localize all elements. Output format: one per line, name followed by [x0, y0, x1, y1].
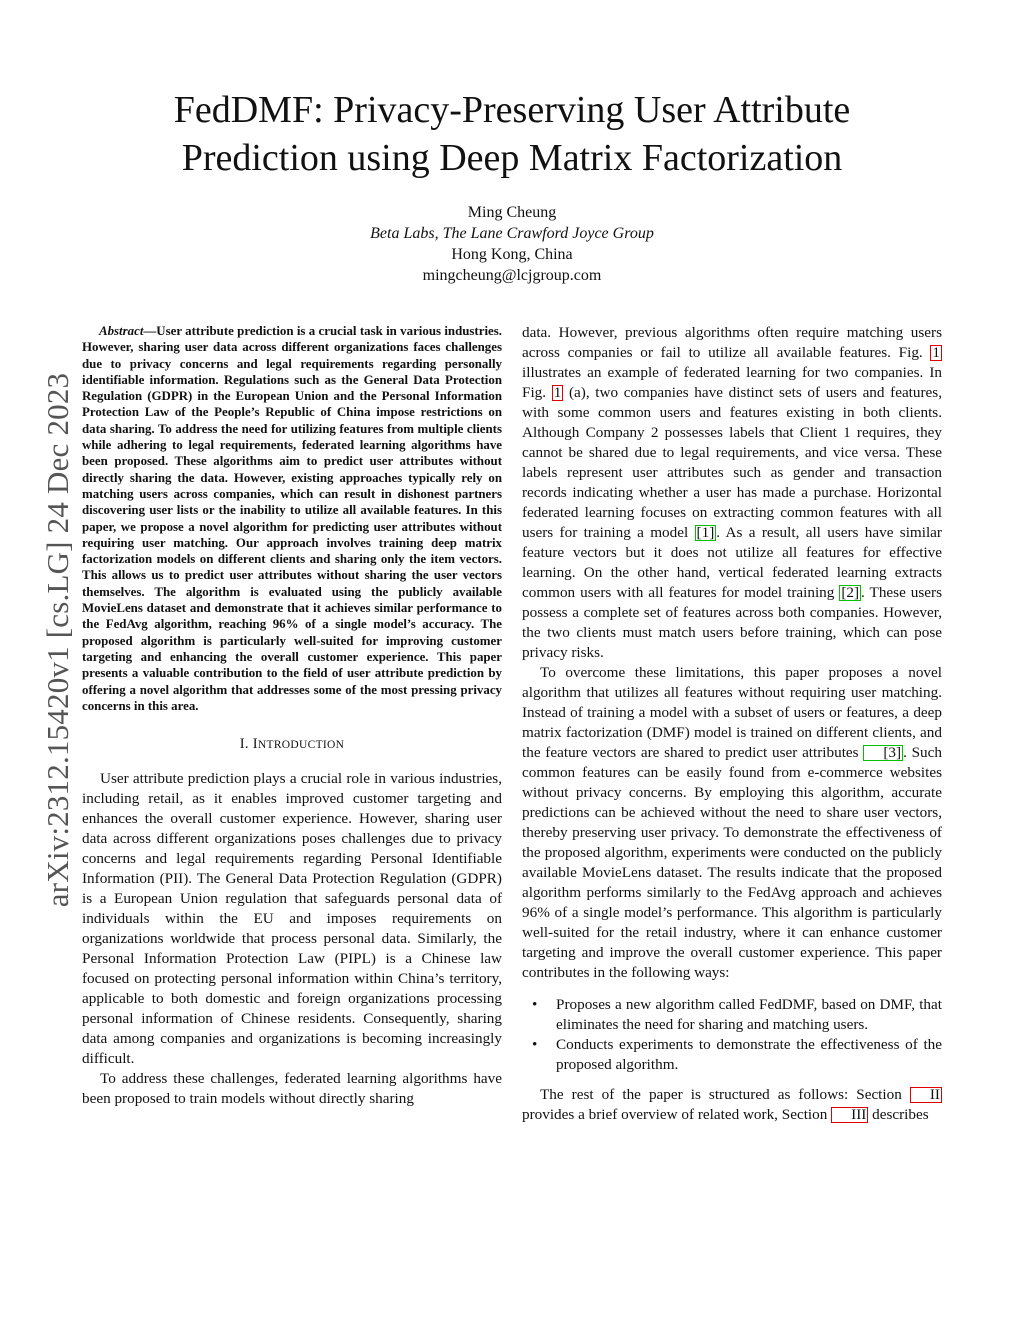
abstract-text: User attribute prediction is a crucial task in various industries. However, sharing user data across different organizations faces challenges due to privacy concerns and legal requirements regarding personally identifiable information. Regulations such as the General Data Protection Regulation (GDPR) in the European Union and the Personal Information Protection Law of the People’s Republic of China impose restrictions on data sharing. To address the need for utilizing features from multiple clients while adhering to legal requirements, federated learning algorithms have been proposed. These algorithms aim to predict user attributes without directly sharing the data. However, existing approaches typically rely on matching users across companies, which can result in dishonest partners discovering user lists or the inability to utilize all available features. In this paper, we propose a novel algorithm for predicting user attributes without requiring user matching. Our approach involves training deep matrix factorization models on different clients and sharing only the item vectors. This allows us to predict user attributes without sharing the user vectors themselves. The algorithm is evaluated using the publicly available MovieLens dataset and demonstrate that it achieves similar performance to the FedAvg algorithm, reaching 96% of a single model’s accuracy. The proposed algorithm is particularly well-suited for improving customer targeting and enhancing the overall customer experience. This paper presents a valuable contribution to the field of user attribute prediction by offering a novel algorithm that addresses some of the most pressing privacy concerns in this area. — [82, 324, 502, 713]
author-name: Ming Cheung — [467, 204, 557, 221]
author-email[interactable]: mingcheung@lcjgroup.com — [422, 267, 602, 284]
intro-paragraph-1: User attribute prediction plays a crucial role in various industries, including retail, as it enables improved customer targeting and enhances the overall customer experience. However, sharing user data across different organizations poses challenges due to privacy concerns and legal requirements regarding Personal Identifiable Information (PII). The General Data Protection Regulation (GDPR) is a European Union regulation that safeguards personal data of individuals within the EU and imposes requirements on organizations worldwide that process personal data. Similarly, the Personal Information Protection Law (PIPL) is a Chinese law focused on protecting personal information within China’s territory, applicable to both domestic and foreign organizations processing personal information of Chinese residents. Consequently, sharing data among companies and organizations is becoming increasingly difficult. — [82, 770, 502, 1068]
abstract-heading: Abstract — [99, 324, 144, 338]
text-run: . Such common features can be easily found from e-commerce websites without privacy concerns. By employing this algorithm, accurate predictions can be achieved without the need to share user vectors, thereby preserving user privacy. To demonstrate the effectiveness of the proposed algorithm, experiments were conducted on the publicly available MovieLens dataset. The results indicate that the proposed algorithm performs similarly to the FedAvg approach and achieves 96% of a single model’s performance. This algorithm is particularly well-suited for the retail industry, where it can enhance customer targeting and improve the overall customer experience. This paper contributes in the following ways: — [522, 744, 942, 981]
figure-link[interactable]: 1 — [932, 344, 940, 361]
arxiv-identifier: arXiv:2312.15420v1 [cs.LG] 24 Dec 2023 — [40, 372, 75, 908]
list-item-text: Conducts experiments to demonstrate the effectiveness of the proposed algorithm. — [556, 1036, 942, 1073]
text-run: The rest of the paper is structured as follows: Section — [540, 1086, 910, 1103]
right-paragraph-3 — [522, 1085, 942, 1125]
section-link[interactable]: II — [910, 1087, 942, 1103]
text-run: provides a brief overview of related work, Section — [522, 1106, 832, 1123]
section-title-rest: NTRODUCTION — [257, 739, 345, 752]
citation-link[interactable]: [2] — [841, 584, 860, 601]
text-run: illustrates an example of federated learning for two companies. In Fig. — [522, 364, 942, 401]
text-run: To overcome these limitations, this paper proposes a novel algorithm that utilizes all features without requiring user matching. Instead of training a model with a subset of users or features, a deep matrix factorization (DMF) model is trained on different clients, and the feature vectors are shared to predict user attributes — [522, 664, 942, 761]
text-run: (a), two companies have distinct sets of users and features, with some common users and features existing in both clients. Although Company 2 possesses labels that Client 1 requires, they cannot be shared due to legal requirements, and vice versa. These labels represent user attributes such as gender and transaction records indicating whether a user has made a purchase. Horizontal federated learning focuses on extracting common features with all users for training a model — [522, 384, 943, 541]
section-link[interactable]: III — [831, 1107, 868, 1123]
list-item-text: Proposes a new algorithm called FedDMF, based on DMF, that eliminates the need for sharing and matching users. — [556, 996, 942, 1033]
bullet-icon: • — [532, 996, 538, 1013]
title-line-2: Prediction using Deep Matrix Factorization — [181, 137, 843, 179]
author-affiliation: Beta Labs, The Lane Crawford Joyce Group — [370, 225, 654, 242]
title-line-1: FedDMF: Privacy-Preserving User Attribute — [173, 89, 851, 131]
text-run: . As a result, all users have similar feature vectors but it does not utilize all features for effective learning. On the other hand, vertical federated learning extracts common users with all features for model training — [522, 524, 942, 601]
right-paragraph-1 — [522, 323, 942, 663]
text-run: describes — [868, 1106, 929, 1123]
list-item — [532, 1035, 942, 1075]
text-run: data. However, previous algorithms often require matching users across companies or fail to utilize all available features. Fig. — [522, 324, 942, 361]
section-number: I. — [239, 736, 249, 753]
text-run: . These users possess a complete set of features across both companies. However, the two clients must match users before training, which can pose privacy risks. — [522, 584, 942, 661]
figure-link[interactable]: 1 — [553, 384, 562, 401]
abstract-dash: — — [143, 324, 157, 338]
bullet-icon: • — [532, 1036, 538, 1053]
citation-link[interactable]: [3] — [863, 745, 903, 761]
section-heading-introduction — [82, 736, 502, 753]
citation-link[interactable]: [1] — [696, 524, 715, 541]
list-item — [532, 995, 942, 1035]
right-column — [522, 323, 942, 1125]
intro-paragraph-2: To address these challenges, federated learning algorithms have been proposed to train models without directly sharing — [82, 1070, 502, 1108]
section-title-initial: I — [252, 736, 258, 753]
author-location: Hong Kong, China — [451, 246, 573, 263]
left-column — [82, 323, 502, 1109]
abstract — [82, 323, 502, 714]
contributions-list — [522, 995, 942, 1075]
author-block — [200, 202, 824, 286]
right-paragraph-2 — [522, 663, 942, 983]
paper-title — [90, 86, 934, 182]
